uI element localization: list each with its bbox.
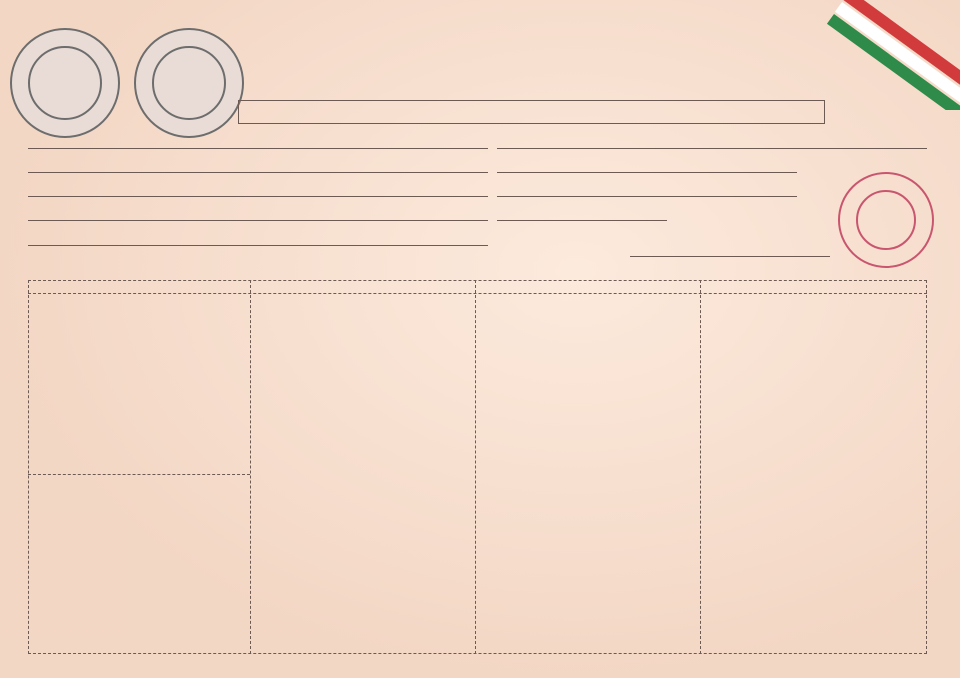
official-stamp-icon (838, 172, 934, 268)
hungarian-flag-ribbon (820, 0, 960, 110)
fci-seal-icon (134, 28, 244, 138)
pedigree-grid (28, 280, 927, 654)
breeding-org-box (238, 100, 825, 124)
meoe-seal-icon (10, 28, 120, 138)
